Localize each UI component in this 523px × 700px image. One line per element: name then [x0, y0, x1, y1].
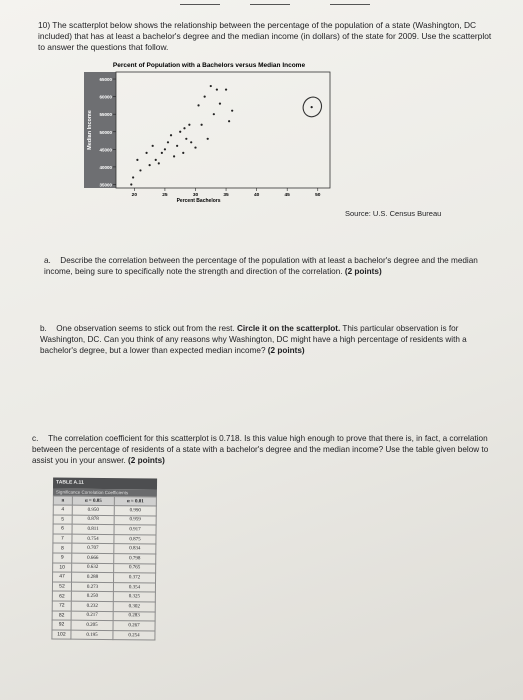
table-cell-n: 72	[52, 601, 71, 611]
question-a-text: Describe the correlation between the percentage of the population with at least a bachelor's degree and the median income, being sure to specifically note the strength and direction of the correlation.	[44, 256, 478, 276]
table-cell-alpha-05: 0.666	[72, 553, 114, 563]
table-cell-alpha-05: 0.878	[72, 515, 114, 525]
table-cell-alpha-01: 0.765	[114, 563, 156, 573]
data-point	[204, 96, 206, 98]
y-tick-label: 60000	[99, 94, 112, 100]
data-point	[194, 146, 196, 148]
table-cell-alpha-05: 0.288	[72, 572, 114, 582]
data-point	[132, 176, 134, 178]
data-point	[136, 159, 138, 161]
top-rule	[250, 4, 290, 5]
y-tick-label: 45000	[99, 147, 112, 153]
table-cell-n: 5	[53, 515, 72, 525]
critical-values-table	[51, 477, 157, 688]
data-point	[152, 145, 154, 147]
table-cell-alpha-01: 0.283	[113, 611, 155, 621]
table-cell-n: 6	[53, 524, 72, 534]
table-subtitle: Significance Correlation Coefficients	[53, 488, 157, 496]
table-cell-n: 4	[53, 505, 72, 515]
question-c-points: (2 points)	[128, 456, 165, 465]
data-point	[216, 88, 218, 90]
table-cell-n: 82	[52, 610, 71, 620]
table-cell-alpha-05: 0.195	[71, 630, 113, 640]
y-tick-label: 35000	[99, 182, 112, 188]
table-cell-alpha-01: 0.254	[113, 630, 155, 640]
table-cell-n: 92	[52, 620, 71, 630]
outlier-point	[311, 106, 313, 108]
table-cell-alpha-05: 0.232	[71, 601, 113, 611]
plot-frame	[116, 72, 330, 188]
table-header-alpha-05: α = 0.05	[72, 496, 114, 505]
data-point	[201, 124, 203, 126]
table-cell-n: 10	[53, 563, 72, 573]
question-c	[32, 433, 492, 466]
data-point	[145, 152, 147, 154]
data-point	[197, 104, 199, 106]
chart-title: Percent of Population with a Bachelors versus Median Income	[112, 62, 306, 69]
x-tick-label: 45	[284, 193, 290, 198]
table-cell-alpha-01: 0.917	[114, 525, 156, 535]
table-cell-n: 9	[53, 553, 72, 563]
y-tick-label: 55000	[99, 112, 112, 118]
x-tick-label: 50	[315, 193, 321, 198]
data-point	[228, 120, 230, 122]
table-cell-alpha-05: 0.707	[72, 544, 114, 554]
table-cell-alpha-01: 0.834	[114, 544, 156, 554]
table-cell-alpha-05: 0.950	[72, 505, 114, 515]
question-b-circle-instruction: Circle it on the scatterplot.	[236, 324, 341, 333]
table-cell-alpha-01: 0.325	[113, 592, 155, 602]
data-point	[149, 164, 151, 166]
table-cell-alpha-01: 0.959	[114, 515, 156, 525]
data-point	[173, 155, 175, 157]
table-cell-alpha-01: 0.798	[114, 554, 156, 564]
table-cell-alpha-05: 0.205	[71, 620, 113, 630]
data-point	[183, 127, 185, 129]
table-cell-n: 62	[52, 591, 71, 601]
table-cell-n: 47	[53, 572, 72, 582]
data-point	[213, 113, 215, 115]
y-tick-label: 50000	[99, 129, 112, 135]
data-point	[170, 134, 172, 136]
data-point	[158, 162, 160, 164]
top-rule	[180, 4, 220, 5]
question-10-text: 10) The scatterplot below shows the relationship between the percentage of the population of a state (Washington, DC included) that has at least a bachelor's degree and the median income (in dollars) of the state for 2009. Use the scatterplot to answer the questions that follow.	[38, 20, 492, 52]
question-c-text: The correlation coefficient for this scatterplot is 0.718. Is this value high enough to prove that there is, in fact, a correlation between the percentage of residents of a state with a bachelor's degree and the median income? Use the table given below to assist you in your answer.	[32, 434, 489, 465]
question-a	[44, 255, 494, 277]
table-cell-alpha-05: 0.273	[71, 582, 113, 592]
x-axis-label: Percent Bachelors	[176, 198, 221, 204]
data-point	[185, 138, 187, 140]
question-a-points: (2 points)	[344, 267, 382, 276]
table-cell-alpha-01: 0.302	[113, 602, 155, 612]
data-point	[176, 145, 178, 147]
data-point	[190, 141, 192, 143]
data-point	[219, 103, 221, 105]
question-b-points: (2 points)	[267, 346, 305, 355]
scatterplot-svg	[80, 58, 338, 215]
question-c-label: c.	[32, 434, 39, 443]
table-cell-alpha-05: 0.632	[72, 563, 114, 573]
x-tick-label: 40	[253, 193, 260, 198]
table-header-alpha-01: α = 0.01	[114, 497, 156, 506]
y-tick-label: 65000	[99, 77, 112, 83]
top-rule	[330, 4, 370, 5]
table-cell-alpha-01: 0.990	[114, 506, 156, 516]
table-row	[52, 630, 155, 641]
table-cell-alpha-05: 0.250	[71, 592, 113, 602]
data-point	[188, 124, 190, 126]
data-point	[167, 141, 169, 143]
question-b-text-1: One observation seems to stick out from the rest.	[56, 324, 235, 333]
data-point	[207, 138, 209, 140]
table-cell-n: 102	[52, 630, 71, 640]
data-point	[179, 131, 181, 133]
table-cell-alpha-01: 0.267	[113, 621, 155, 631]
table-cell-alpha-01: 0.372	[114, 573, 156, 583]
question-b-label: b.	[40, 324, 47, 333]
table-header-n: n	[53, 496, 72, 505]
table-cell-n: 8	[53, 543, 72, 553]
data-point	[139, 169, 141, 171]
table-cell-alpha-05: 0.754	[72, 534, 114, 544]
data-point	[182, 152, 184, 154]
data-point	[231, 110, 233, 112]
table-cell-n: 52	[52, 582, 71, 592]
table-cell-alpha-01: 0.875	[114, 534, 156, 544]
table-title: TABLE A.11	[53, 477, 157, 489]
data-point	[155, 159, 157, 161]
question-b-text-2: This particular observation is for Washington, DC. Can you think of any reasons why Washington, DC might have a high percentage of residents with a bachelor's degree, but a lower than expected median income?	[40, 324, 467, 355]
scatterplot	[80, 58, 338, 215]
y-axis-label: Median Income	[87, 110, 93, 150]
x-tick-label: 20	[131, 193, 138, 198]
data-point	[210, 85, 212, 87]
data-point	[225, 88, 227, 90]
chart-source: Source: U.S. Census Bureau	[345, 209, 442, 218]
table-grid	[51, 495, 157, 640]
x-tick-label: 30	[192, 193, 199, 198]
x-tick-label: 35	[223, 193, 229, 198]
question-a-label: a.	[44, 256, 51, 265]
data-point	[161, 152, 163, 154]
data-point	[164, 148, 166, 150]
table-cell-alpha-05: 0.217	[71, 611, 113, 621]
question-b	[40, 323, 495, 356]
x-tick-label: 25	[162, 193, 168, 198]
table-cell-n: 7	[53, 534, 72, 544]
data-point	[130, 183, 132, 185]
y-tick-label: 40000	[99, 164, 112, 170]
table-cell-alpha-05: 0.811	[72, 524, 114, 534]
table-cell-alpha-01: 0.354	[113, 582, 155, 592]
